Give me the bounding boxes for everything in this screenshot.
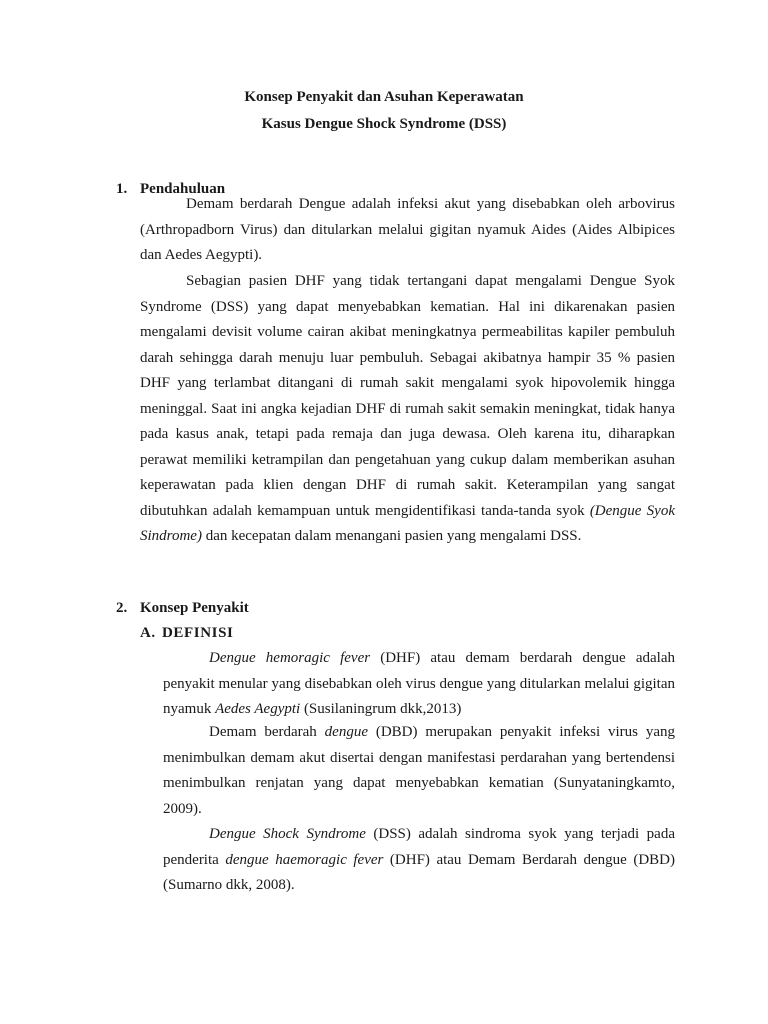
section1-p1-text: Demam berdarah Dengue adalah infeksi akut yang disebabkan oleh arbovirus (Arthropadborn Virus) dan ditularkan melalui gigitan nyamuk Aides (Aides Albipices dan Aedes Aegypti). [140,196,675,263]
section1-title: Pendahuluan [140,181,226,197]
definition-paragraph1 [163,646,675,723]
definition-p1-italic: Dengue hemoragic fever [209,650,371,666]
subsection-a-heading [140,623,234,643]
definition-p3-text: (DSS) adalah sindroma syok yang terjadi pada penderita [163,826,675,868]
section1-paragraph2 [140,269,675,550]
section1-paragraph1 [140,192,675,269]
subsection-a-letter: A. [140,625,156,641]
document-title-line1: Konsep Penyakit dan Asuhan Keperawatan [244,89,524,105]
definition-p1-end: (Susilaningrum dkk,2013) [300,701,462,717]
definition-p2-end: (DBD) merupakan penyakit infeksi virus yang menimbulkan demam akut disertai dengan manifestasi perdarahan yang bertendensi menimbulkan renjatan yang dapat menyebabkan kematian (Sunyataningkamto, 2009). [163,724,675,817]
section1-p2-italic: (Dengue Syok Sindrome) [140,502,675,544]
definition-paragraph3 [163,822,675,899]
definition-p1-text: (DHF) atau demam berdarah dengue adalah penyakit menular yang disebabkan oleh virus dengue yang ditularkan melalui gigitan nyamuk [163,650,675,717]
section1-p2-text: Sebagian pasien DHF yang tidak tertangani dapat mengalami Dengue Syok Syndrome (DSS) yang dapat menyebabkan kematian. Hal ini dikarenakan pasien mengalami devisit volume cairan akibat meningkatnya permeabilitas kapiler pembuluh darah sehingga darah menuju luar pembuluh. Sebagai akibatnya hampir 35 % pasien DHF yang terlambat ditangani di rumah sakit mengalami syok hipovolemik hingga meninggal. Saat ini angka kejadian DHF di rumah sakit semakin meningkat, tidak hanya pada kasus anak, tetapi pada remaja dan juga dewasa. Oleh karena itu, diharapkan perawat memiliki ketrampilan dan pengetahuan yang cukup dalam memberikan asuhan keperawatan pada klien dengan DHF di rumah sakit. Keterampilan yang sangat dibutuhkan adalah kemampuan untuk mengidentifikasi tanda-tanda syok [140,273,675,519]
definition-paragraph2 [163,720,675,822]
subsection-a-title: DEFINISI [162,625,234,641]
definition-p3-italic2: dengue haemoragic fever [225,851,384,868]
section2-number: 2. [116,600,128,616]
section2-heading [116,598,249,618]
definition-p3-end: (DHF) atau Demam Berdarah dengue (DBD) (Sumarno dkk, 2008). [163,851,675,893]
section1-p2-end: dan kecepatan dalam menangani pasien yang mengalami DSS. [201,528,582,544]
section2-title: Konsep Penyakit [140,600,249,616]
definition-p1-italic2: Aedes Aegypti [215,701,301,717]
document-title-line2: Kasus Dengue Shock Syndrome (DSS) [261,116,507,132]
definition-p2-text: Demam berdarah [209,724,325,740]
section1-number: 1. [116,181,128,197]
definition-p2-italic: dengue [324,724,368,740]
definition-p3-italic: Dengue Shock Syndrome [209,826,366,842]
